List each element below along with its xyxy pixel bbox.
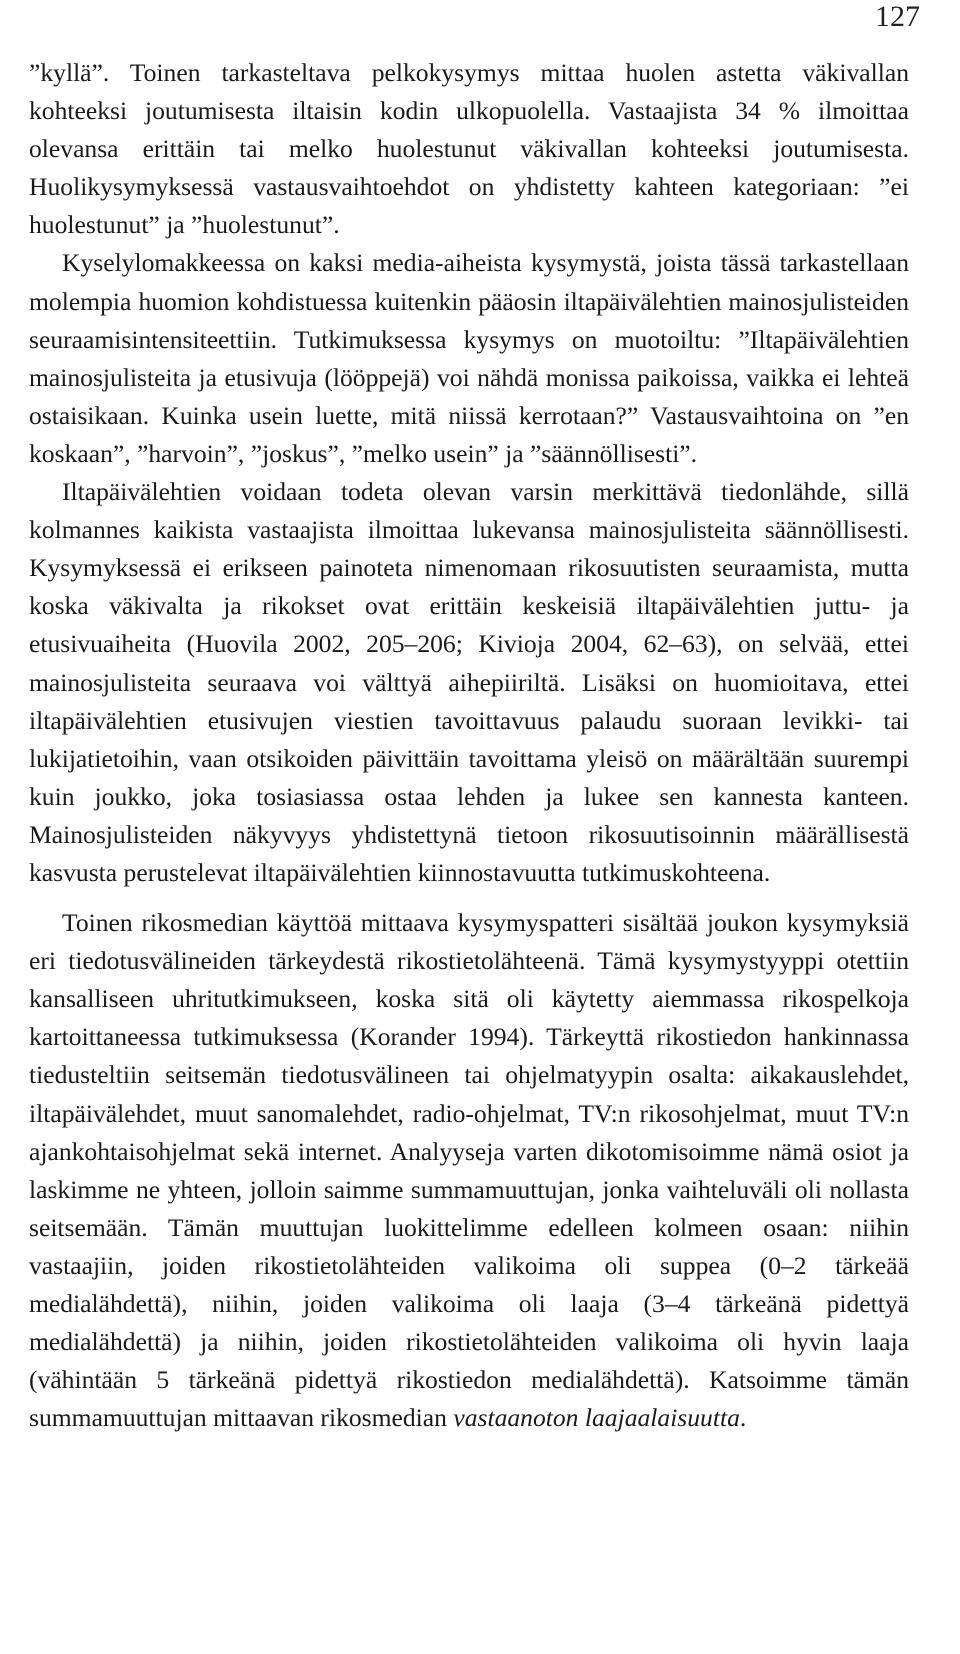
paragraph-1: ”kyllä”. Toinen tarkasteltava pelkokysymys mittaa huolen astetta väkivallan kohteeksi joutumisesta iltaisin kodin ulkopuolella. Vastaajista 34 % ilmoittaa olevansa erittäin tai melko huolestunut väkivallan kohteeksi joutumisesta. Huolikysymyksessä vastausvaihtoehdot on yhdistetty kahteen kategoriaan: ”ei huolestunut” ja ”huolestunut”.: [29, 58, 909, 240]
paragraph-4: [29, 904, 909, 1437]
body-text: [29, 54, 909, 1437]
paragraph-4-end: .: [739, 1403, 747, 1433]
page-number: 127: [875, 0, 920, 33]
paragraph-2: Kyselylomakkeessa on kaksi media-aiheista kysymystä, joista tässä tarkastellaan molempia huomion kohdistuessa kuitenkin pääosin iltapäivälehtien mainosjulisteiden seuraamisintensiteettiin. Tutkimuksessa kysymys on muotoiltu: ”Iltapäivälehtien mainosjulisteita ja etusivuja (lööppejä) voi nähdä monissa paikoissa, vaikka ei lehteä ostaisikaan. Kuinka usein luette, mitä niissä kerrotaan?” Vastausvaihtoina on ”en koskaan”, ”harvoin”, ”joskus”, ”melko usein” ja ”säännöllisesti”.: [29, 248, 909, 468]
paragraph-3: Iltapäivälehtien voidaan todeta olevan varsin merkittävä tiedonlähde, sillä kolmannes kaikista vastaajista ilmoittaa lukevansa mainosjulisteita säännöllisesti. Kysymyksessä ei erikseen painoteta nimenomaan rikosuutisten seuraamista, mutta koska väkivalta ja rikokset ovat erittäin keskeisiä iltapäivälehtien juttu- ja etusivuaiheita (Huovila 2002, 205–206; Kivioja 2004, 62–63), on selvää, ettei mainosjulisteita seuraava voi välttyä aihepiiriltä. Lisäksi on huomioitava, ettei iltapäivälehtien etusivujen viestien tavoittavuus palaudu suoraan levikki- tai lukijatietoihin, vaan otsikoiden päivittäin tavoittama yleisö on määrältään suurempi kuin joukko, joka tosiasiassa ostaa lehden ja lukee sen kannesta kanteen. Mainosjulisteiden näkyvyys yhdistettynä tietoon rikosuutisoinnin määrällisestä kasvusta perustelevat iltapäivälehtien kiinnostavuutta tutkimuskohteena.: [29, 477, 909, 887]
paragraph-4-italic-term: vastaanoton laajaalaisuutta: [453, 1403, 740, 1433]
paragraph-4-text: Toinen rikosmedian käyttöä mittaava kysymyspatteri sisältää joukon kysymyksiä eri tiedotusvälineiden tärkeydestä rikostietolähteenä. Tämä kysymystyyppi otettiin kansalliseen uhritutkimukseen, koska sitä oli käytetty aiemmassa rikospelkoja kartoittaneessa tutkimuksessa (Korander 1994). Tärkeyttä rikostiedon hankinnassa tiedusteltiin seitsemän tiedotusvälineen tai ohjelmatyypin osalta: aikakauslehdet, iltapäivälehdet, muut sanomalehdet, radio-ohjelmat, TV:n rikosohjelmat, muut TV:n ajankohtaisohjelmat sekä internet. Analyyseja varten dikotomisoimme nämä osiot ja laskimme ne yhteen, jolloin saimme summamuuttujan, jonka vaihteluväli oli nollasta seitsemään. Tämän muuttujan luokittelimme edelleen kolmeen osaan: niihin vastaajiin, joiden rikostietolähteiden valikoima oli suppea (0–2 tärkeää medialähdettä), niihin, joiden valikoima oli laaja (3–4 tärkeänä pidettyä medialähdettä) ja niihin, joiden rikostietolähteiden valikoima oli hyvin laaja (vähintään 5 tärkeänä pidettyä rikostiedon medialähdettä). Katsoimme tämän summamuuttujan mittaavan rikosmedian: [29, 908, 909, 1433]
